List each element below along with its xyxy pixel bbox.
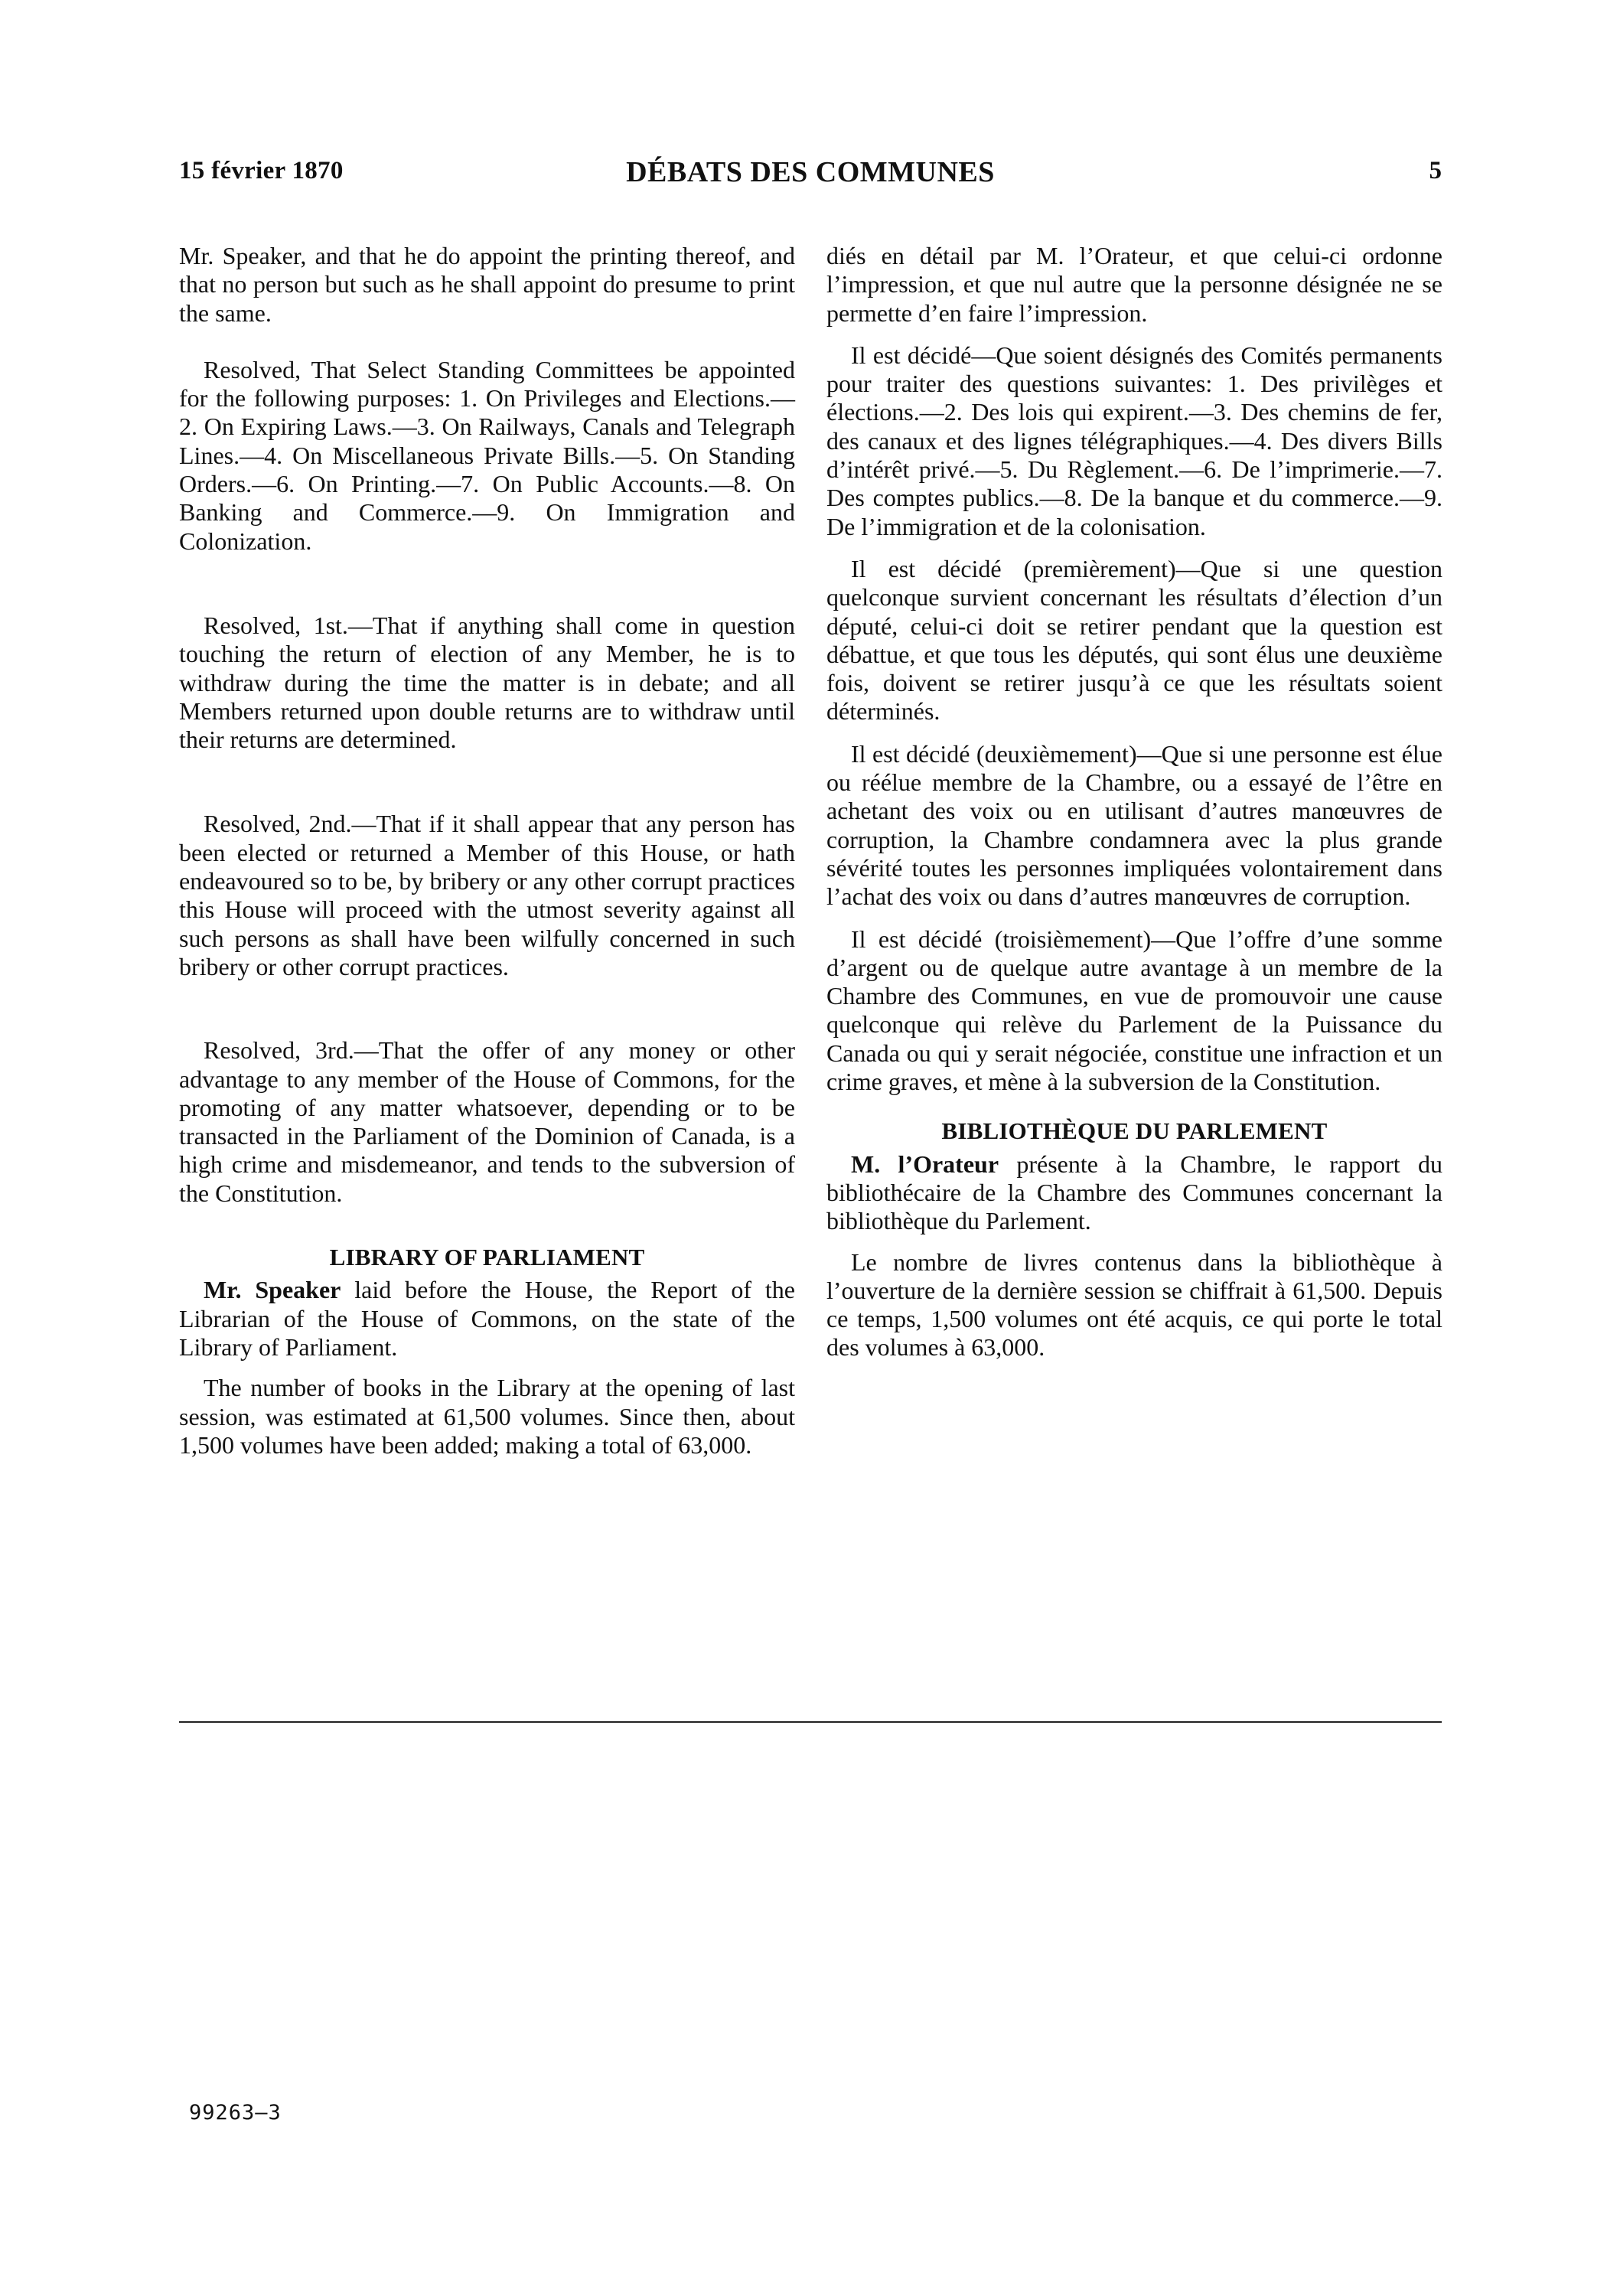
fr-paragraph-resolved-third: Il est décidé (troisièmement)—Que l’offre d’une somme d’argent ou de quelque autre avantage à un membre de la Chambre des Communes, en vue de promouvoir une cause quelconque qui relève du Parlement de la Puissance du Canada ou qui y serait négociée, constitue une infraction et un crime graves, et mène à la subversion de la Constitution.	[826, 925, 1442, 1096]
en-paragraph-library-report	[179, 1276, 795, 1362]
fr-paragraph-resolved-first: Il est décidé (premièrement)—Que si une question quelconque survient concernant les résultats d’élection d’un député, celui-ci doit se retirer pendant que la question est débattue, et que tous les députés, qui sont élus une deuxième fois, doivent se retirer jusqu’à ce que les résultats soient déterminés.	[826, 554, 1442, 726]
fr-library-report-text: présente à la Chambre, le rapport du bibliothécaire de la Chambre des Communes concernant la bibliothèque du Parlement.	[826, 1150, 1443, 1235]
en-paragraph-resolved-second: Resolved, 2nd.—That if it shall appear that any person has been elected or returned a Member of this House, or hath endeavoured so to be, by bribery or any other corrupt practices this House will proceed with the utmost severity against all such persons as shall have been wilfully concerned in such bribery or other corrupt practices.	[179, 810, 795, 980]
page-header	[179, 157, 1442, 195]
header-page-number: 5	[1429, 157, 1442, 184]
en-section-heading: LIBRARY OF PARLIAMENT	[329, 1244, 645, 1271]
fr-section-heading: BIBLIOTHÈQUE DU PARLEMENT	[941, 1117, 1328, 1145]
header-date: 15 février 1870	[179, 157, 344, 184]
en-speaker-name: Mr. Speaker	[204, 1276, 341, 1304]
fr-speaker-name: M. l’Orateur	[851, 1150, 999, 1178]
fr-paragraph-book-count: Le nombre de livres contenus dans la bibliothèque à l’ouverture de la dernière session se chiffrait à 61,500. Depuis ce temps, 1,500 volumes ont été acquis, ce qui porte le total des volumes à 63,000.	[826, 1247, 1442, 1362]
fr-paragraph-resolved-second: Il est décidé (deuxièmement)—Que si une personne est élue ou réélue membre de la Chambre, ou a essayé de l’être en achetant des voix ou en utilisant d’autres manœuvres de corruption, la Chambre condamnera avec la plus grande sévérité toutes les personnes impliquées volontairement dans l’achat des voix ou dans d’autres manœuvres de corruption.	[826, 739, 1442, 911]
fr-paragraph-committees: Il est décidé—Que soient désignés des Comités permanents pour traiter des questions suivantes: 1. Des privilèges et élections.—2. Des lois qui expirent.—3. Des chemins de fer, des canaux et des lignes télégraphiques.—4. Des divers Bills d’intérêt privé.—5. Du Règlement.—6. De l’imprimerie.—7. Des comptes publics.—8. De la banque et du commerce.—9. De l’immigration et de la colonisation.	[826, 341, 1442, 540]
fr-paragraph-library-report	[826, 1150, 1442, 1236]
en-library-report-text: laid before the House, the Report of the Librarian of the House of Commons, on the state of the Library of Parliament.	[179, 1276, 796, 1361]
french-column	[826, 242, 1442, 1362]
header-title: DÉBATS DES COMMUNES	[626, 156, 995, 188]
en-paragraph-printing: Mr. Speaker, and that he do appoint the printing thereof, and that no person but such as he shall appoint do presume to print the same.	[179, 242, 795, 327]
en-paragraph-committees: Resolved, That Select Standing Committees be appointed for the following purposes: 1. On Privileges and Elections.—2. On Expiring Laws.—3. On Railways, Canals and Telegraph Lines.—4. On Miscellaneous Private Bills.—5. On Standing Orders.—6. On Printing.—7. On Public Accounts.—8. On Banking and Commerce.—9. On Immigration and Colonization.	[179, 355, 795, 555]
section-divider	[179, 1721, 1442, 1723]
en-paragraph-book-count: The number of books in the Library at the opening of last session, was estimated at 61,500 volumes. Since then, about 1,500 volumes have been added; making a total of 63,000.	[179, 1374, 795, 1459]
english-column	[179, 242, 795, 1459]
en-paragraph-resolved-third: Resolved, 3rd.—That the offer of any money or other advantage to any member of the House of Commons, for the promoting of any matter whatsoever, depending or to be transacted in the Parliament of the Dominion of Canada, is a high crime and misdemeanor, and tends to the subversion of the Constitution.	[179, 1036, 795, 1207]
en-paragraph-resolved-first: Resolved, 1st.—That if anything shall come in question touching the return of election of any Member, he is to withdraw during the time the matter is in debate; and all Members returned upon double returns are to withdraw until their returns are determined.	[179, 611, 795, 754]
fr-paragraph-printing: diés en détail par M. l’Orateur, et que celui-ci ordonne l’impression, et que nul autre que la personne désignée ne se permette d’en faire l’impression.	[826, 242, 1442, 327]
footer-print-code: 99263—3	[189, 2101, 282, 2125]
